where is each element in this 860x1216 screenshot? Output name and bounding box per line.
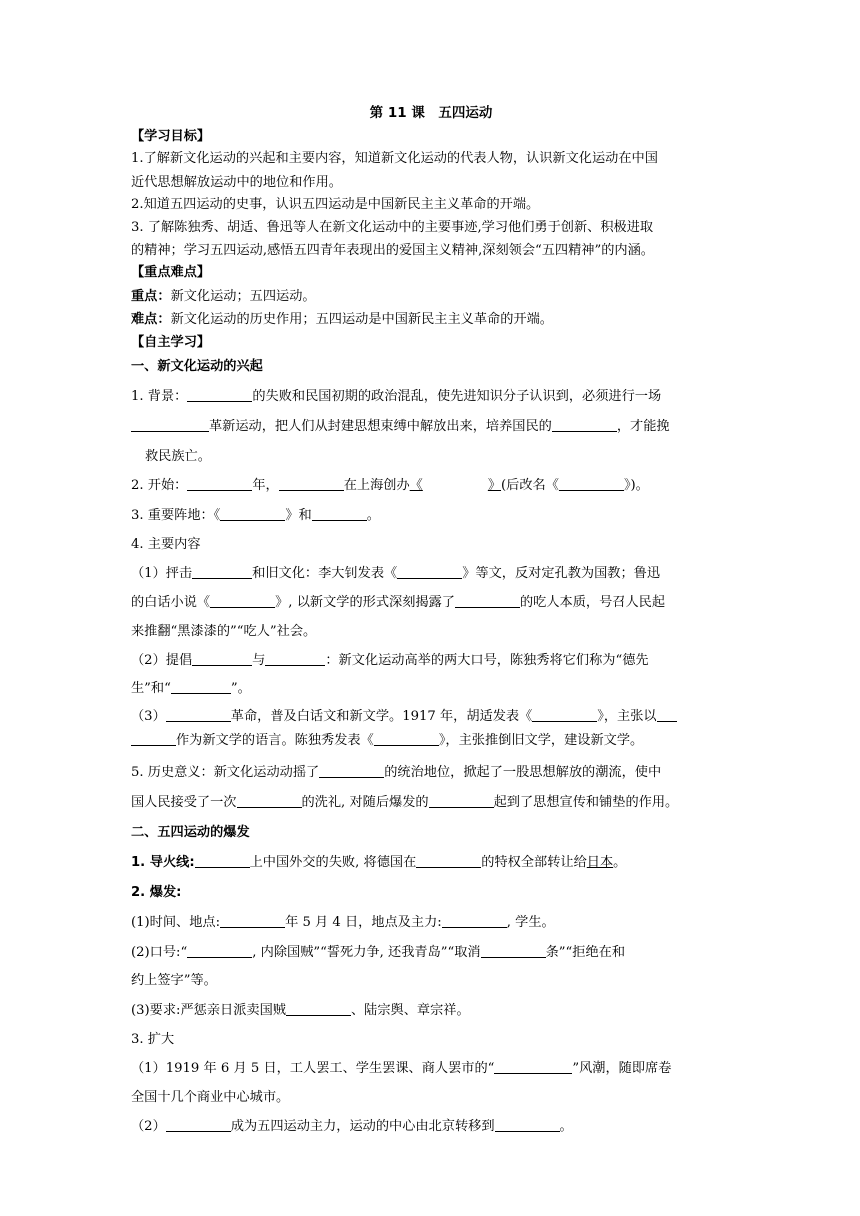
fill-blank[interactable] xyxy=(494,1060,572,1074)
text: (3)要求:严惩亲日派卖国贼 xyxy=(131,1003,286,1018)
text: 的特权全部转让给 xyxy=(481,855,587,870)
text: 革命，普及白话文和新文学。1917 年，胡适发表《 xyxy=(230,709,533,724)
text: 》，主张以 xyxy=(597,709,657,724)
content-3-line-2 xyxy=(131,732,643,750)
text: 革新运动，把人们从封建思想束缚中解放出来，培养国民的 xyxy=(209,419,552,434)
text: ：新文化运动高举的两大口号，陈独秀将它们称为“德先 xyxy=(325,653,649,668)
difficult-point-text: 新文化运动的历史作用；五四运动是中国新民主主义革命的开端。 xyxy=(170,312,553,327)
page-title: 第 11 课 五四运动 xyxy=(369,105,493,121)
fill-blank[interactable] xyxy=(187,388,252,402)
text: 和旧文化：李大钊发表《 xyxy=(252,566,398,581)
text: 2. 开始： xyxy=(131,478,188,493)
goal-1b: 近代思想解放运动中的地位和作用。 xyxy=(131,175,342,190)
fill-blank[interactable] xyxy=(559,477,624,491)
text: 》 xyxy=(487,478,502,493)
text: ”。 xyxy=(230,681,251,696)
text: 、陆宗舆、章宗祥。 xyxy=(351,1003,470,1018)
expand-1-line-1 xyxy=(131,1060,671,1078)
outbreak-3 xyxy=(131,1002,470,1020)
outbreak-2-line-2: 约上签字”等。 xyxy=(131,973,217,988)
content-1-line-2 xyxy=(131,594,665,612)
text: , 学生。 xyxy=(506,915,555,930)
text: 作为新文学的语言。陈独秀发表《 xyxy=(176,733,374,748)
key-point-label: 重点： xyxy=(131,289,171,304)
fill-blank[interactable] xyxy=(397,565,462,579)
difficult-point-label: 难点： xyxy=(131,312,171,327)
expand-2 xyxy=(131,1118,573,1136)
text: 》和 xyxy=(285,508,312,523)
text: 的统治地位，掀起了一股思想解放的潮流，使中 xyxy=(384,765,662,780)
fill-blank[interactable] xyxy=(131,732,176,746)
text: 5. 历史意义：新文化运动动摇了 xyxy=(131,765,320,780)
fill-blank[interactable] xyxy=(286,1002,351,1016)
text: (1)时间、地点: xyxy=(131,915,221,930)
fill-blank[interactable] xyxy=(429,794,494,808)
fill-blank[interactable] xyxy=(495,1118,560,1132)
text: （2）提倡 xyxy=(131,653,193,668)
text: , 内除国贼”“誓死力争, 还我青岛”“取消 xyxy=(252,945,481,960)
text: 年， xyxy=(252,478,279,493)
fill-blank[interactable] xyxy=(171,680,231,694)
fill-blank[interactable] xyxy=(166,708,231,722)
goal-3a: 3. 了解陈独秀、胡适、鲁迅等人在新文化运动中的主要事迹,学习他们勇于创新、积极进取 xyxy=(131,220,654,235)
fill-blank[interactable] xyxy=(279,477,344,491)
fill-blank[interactable] xyxy=(532,708,597,722)
goal-3b: 的精神；学习五四运动,感悟五四青年表现出的爱国主义精神,深刻领会“五四精神”的内涵。 xyxy=(131,243,654,258)
key-heading: 【重点难点】 xyxy=(131,265,211,280)
fill-blank[interactable] xyxy=(210,594,275,608)
significance-line-1 xyxy=(131,764,661,782)
fill-blank[interactable] xyxy=(319,764,384,778)
fill-blank[interactable] xyxy=(423,478,488,491)
content-1-line-3: 来推翻“黑漆漆的”“吃人”社会。 xyxy=(131,624,317,639)
journal-name-blank[interactable] xyxy=(410,478,501,493)
text: 》)。 xyxy=(623,478,649,493)
text: （2） xyxy=(131,1119,166,1134)
text: 》, 以新文学的形式深刻揭露了 xyxy=(275,595,455,610)
key-point-text: 新文化运动；五四运动。 xyxy=(170,289,316,304)
section-1-heading: 一、新文化运动的兴起 xyxy=(131,359,263,374)
fill-blank[interactable] xyxy=(552,418,617,432)
expand-heading: 3. 扩大 xyxy=(131,1032,175,1047)
text: 《 xyxy=(409,478,423,493)
text: 的吃人本质，号召人民起 xyxy=(519,595,666,610)
difficult-point xyxy=(131,311,553,329)
fill-blank[interactable] xyxy=(237,794,302,808)
content-2-line-1 xyxy=(131,652,649,670)
goals-heading: 【学习目标】 xyxy=(131,129,211,144)
text: （1）抨击 xyxy=(131,566,193,581)
fill-blank[interactable] xyxy=(455,594,520,608)
text: （1）1919 年 6 月 5 日，工人罢工、学生罢课、商人罢市的“ xyxy=(131,1061,495,1076)
text: 生”和“ xyxy=(131,681,171,696)
background-line-1 xyxy=(131,388,661,406)
expand-1-line-2: 全国十几个商业中心城市。 xyxy=(131,1090,290,1105)
text: 。 xyxy=(559,1119,573,1134)
fill-blank[interactable] xyxy=(442,914,507,928)
outbreak-1 xyxy=(131,914,555,932)
background-line-2 xyxy=(131,418,670,436)
text: (2)口号:“ xyxy=(131,945,188,960)
fill-blank[interactable] xyxy=(192,652,252,666)
text: 与 xyxy=(252,653,266,668)
text: 的白话小说《 xyxy=(131,595,211,610)
text: (后改名《 xyxy=(501,478,559,493)
text: 。 xyxy=(366,508,380,523)
goal-2: 2.知道五四运动的史事，认识五四运动是中国新民主主义革命的开端。 xyxy=(131,197,540,212)
text: 国人民接受了一次 xyxy=(131,795,237,810)
text: 3. 重要阵地：《 xyxy=(131,508,221,523)
trigger-label: 1. 导火线: xyxy=(131,855,195,870)
text: 》等文，反对定孔教为国教；鲁迅 xyxy=(462,566,661,581)
fill-blank[interactable] xyxy=(220,507,285,521)
fill-blank[interactable] xyxy=(416,854,481,868)
outbreak-2-line-1 xyxy=(131,944,625,962)
text: 的洗礼, 对随后爆发的 xyxy=(301,795,429,810)
fill-blank[interactable] xyxy=(192,565,252,579)
text: 年 5 月 4 日，地点及主力: xyxy=(285,915,442,930)
text: 起到了思想宣传和铺垫的作用。 xyxy=(493,795,679,810)
trigger-line xyxy=(131,854,626,872)
fill-blank[interactable] xyxy=(657,708,677,722)
fill-blank[interactable] xyxy=(187,944,252,958)
content-1-line-1 xyxy=(131,565,660,583)
fill-blank[interactable] xyxy=(220,914,285,928)
fill-blank[interactable] xyxy=(265,652,325,666)
text: 在上海创办 xyxy=(343,478,410,493)
fill-blank[interactable] xyxy=(187,477,252,491)
fill-blank[interactable] xyxy=(195,854,250,868)
text: 》，主张推倒旧文学，建设新文学。 xyxy=(438,733,644,748)
text: 上中国外交的失败, 将德国在 xyxy=(249,855,417,870)
positions-line xyxy=(131,507,380,525)
fill-blank[interactable] xyxy=(312,507,367,521)
content-2-line-2 xyxy=(131,680,251,698)
text: 条”“拒绝在和 xyxy=(545,945,626,960)
text: ，才能挽 xyxy=(616,419,670,434)
text: （3） xyxy=(131,709,166,724)
fill-blank[interactable] xyxy=(166,1118,231,1132)
fill-blank[interactable] xyxy=(131,418,209,432)
start-line xyxy=(131,477,649,495)
text: 。 xyxy=(613,855,627,870)
japan-underlined: 日本 xyxy=(586,855,614,870)
key-point xyxy=(131,288,316,306)
text: 成为五四运动主力，运动的中心由北京转移到 xyxy=(230,1119,495,1134)
text: 1. 背景： xyxy=(131,389,188,404)
background-line-3: 救民族亡。 xyxy=(145,449,211,464)
outbreak-heading: 2. 爆发: xyxy=(131,885,182,900)
content-heading: 4. 主要内容 xyxy=(131,537,201,552)
text: 的失败和民国初期的政治混乱，使先进知识分子认识到，必须进行一场 xyxy=(252,389,662,404)
fill-blank[interactable] xyxy=(374,732,439,746)
significance-line-2 xyxy=(131,794,678,812)
text: ”风潮，随即席卷 xyxy=(572,1061,672,1076)
goal-1a: 1.了解新文化运动的兴起和主要内容，知道新文化运动的代表人物，认识新文化运动在中国 xyxy=(131,151,658,166)
content-3-line-1 xyxy=(131,708,677,726)
self-study-heading: 【自主学习】 xyxy=(131,335,211,350)
section-2-heading: 二、五四运动的爆发 xyxy=(131,825,250,840)
fill-blank[interactable] xyxy=(481,944,546,958)
